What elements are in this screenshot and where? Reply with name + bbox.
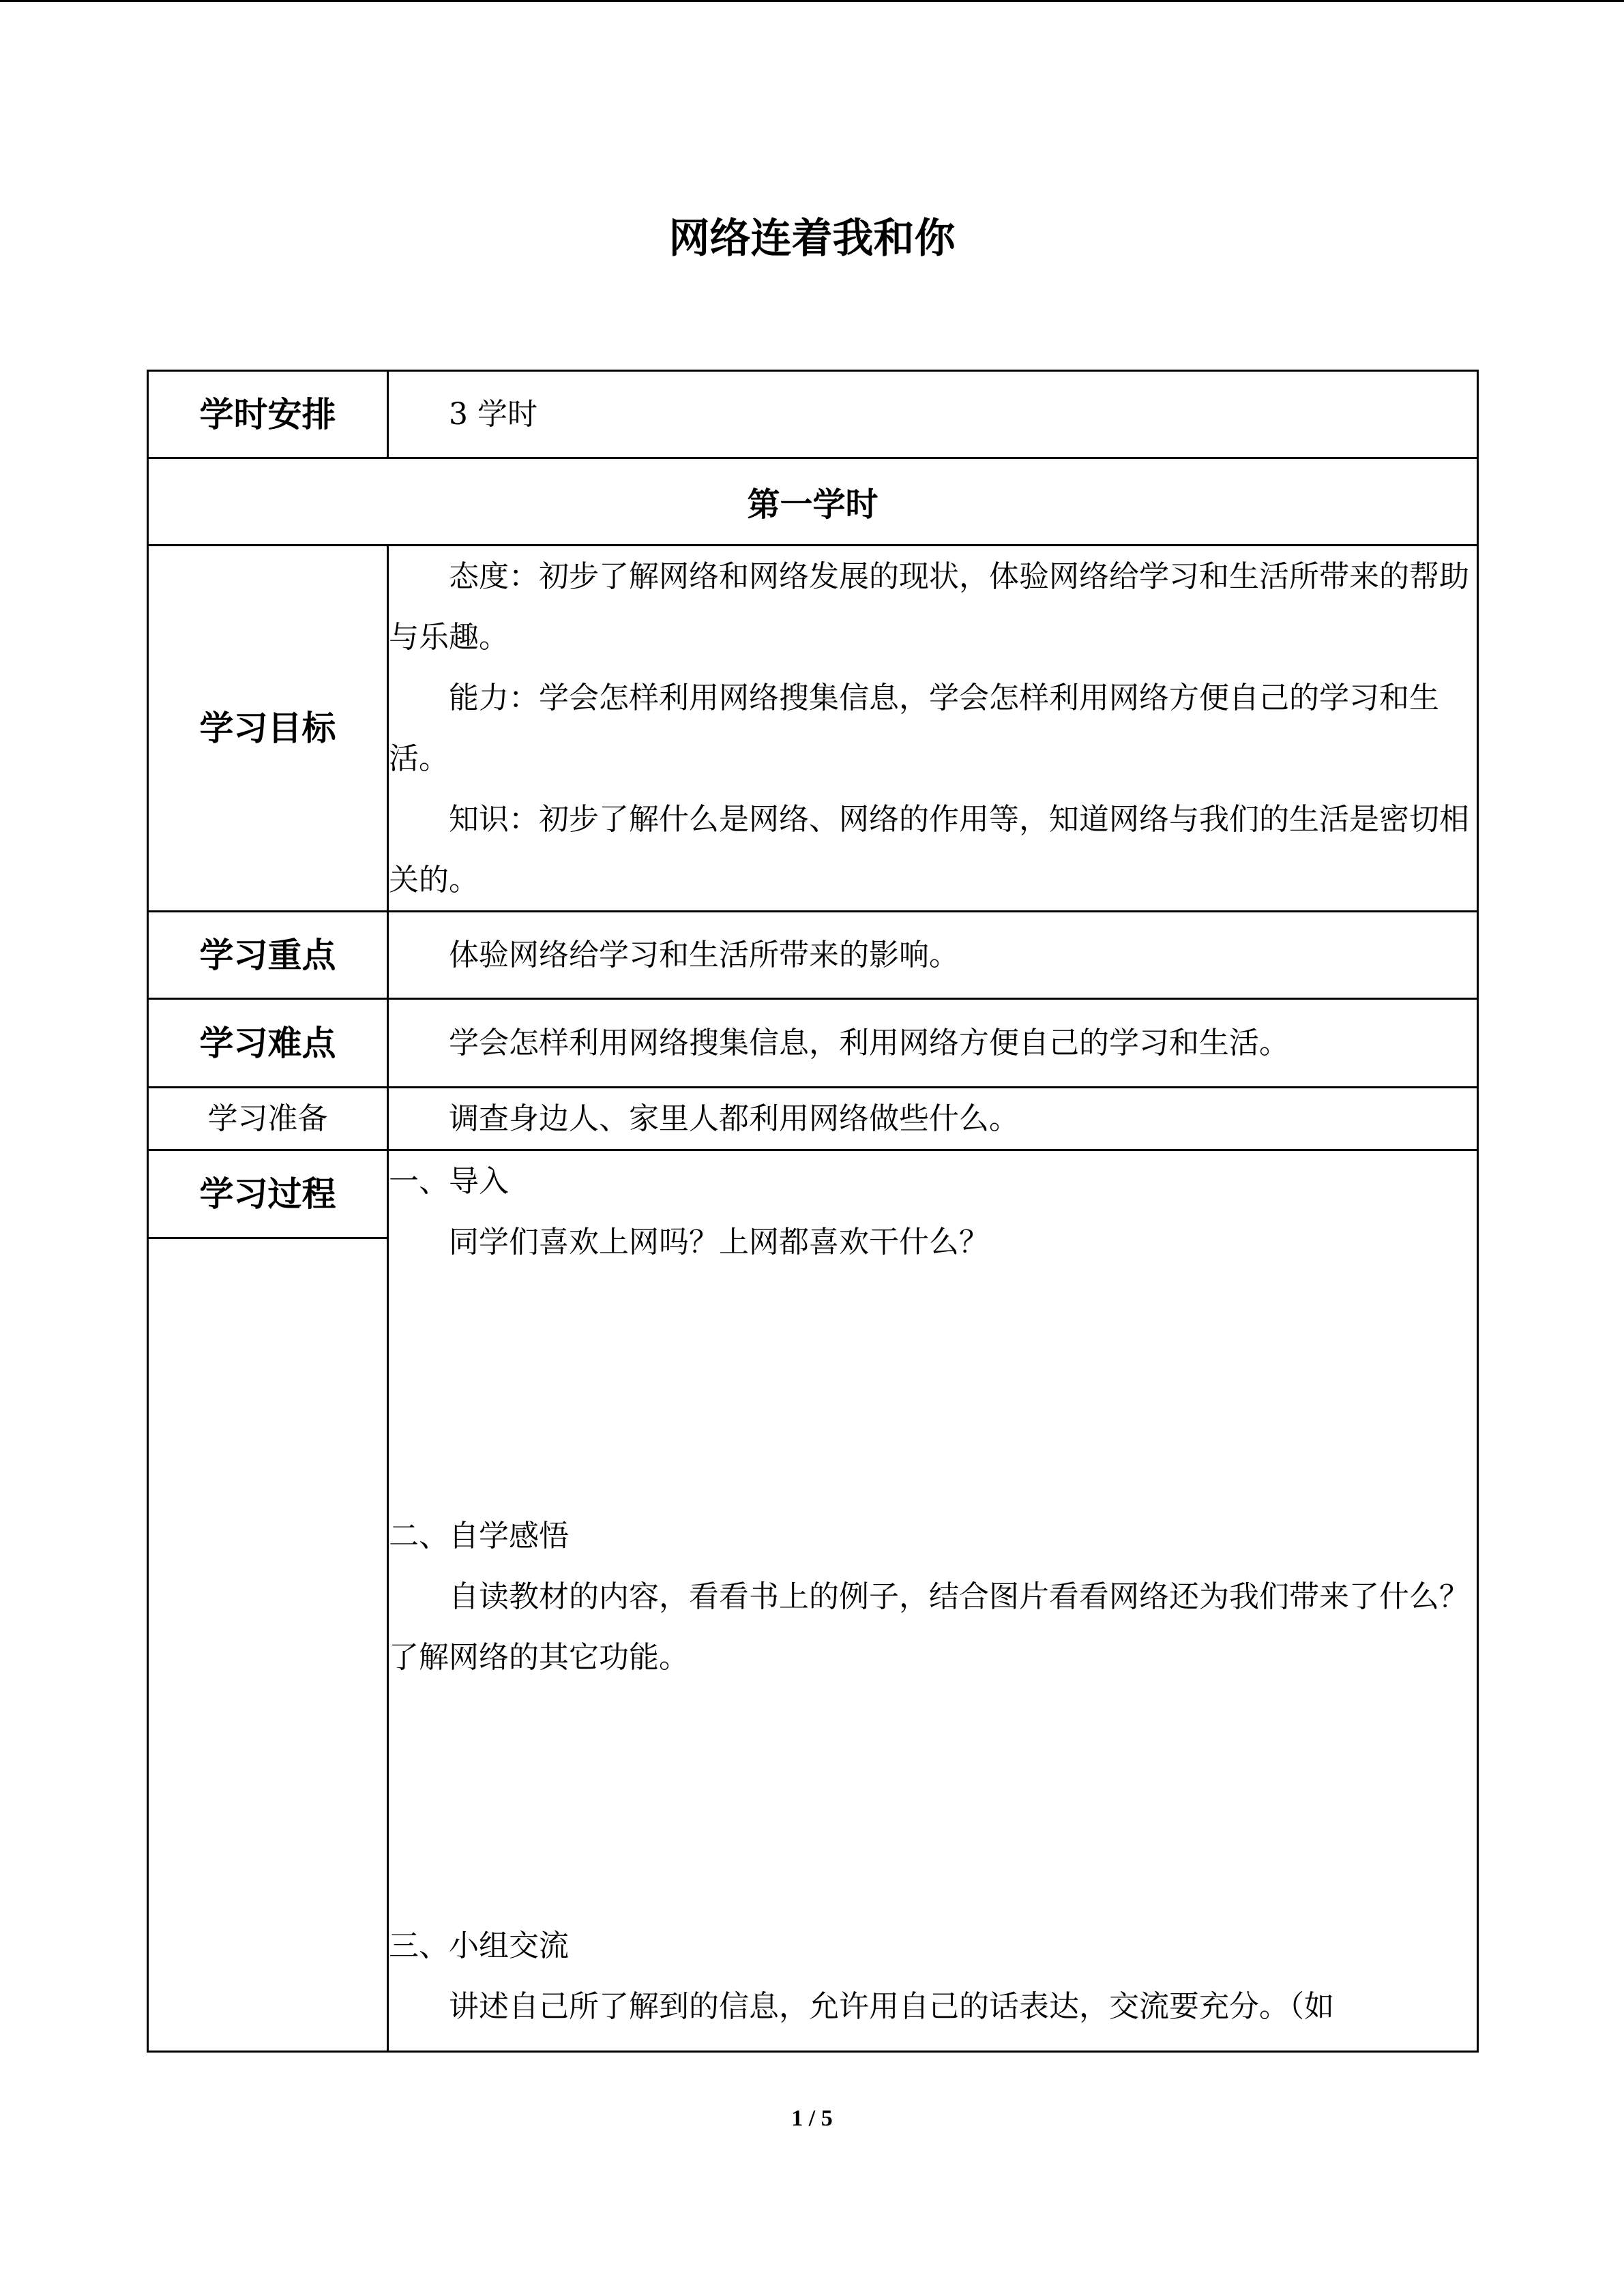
step-1-heading: 一、导入 <box>389 1164 509 1199</box>
objective-attitude: 态度：初步了解网络和网络发展的现状，体验网络给学习和生活所带来的帮助与乐趣。 <box>389 559 1469 655</box>
objective-knowledge: 知识：初步了解什么是网络、网络的作用等，知道网络与我们的生活是密切相关的。 <box>389 802 1469 897</box>
key-point-label: 学习重点 <box>148 912 388 999</box>
step-2-heading: 二、自学感悟 <box>389 1519 569 1553</box>
difficulty-row <box>148 999 1478 1088</box>
key-point-value: 体验网络给学习和生活所带来的影响。 <box>449 938 959 972</box>
page-number: 1 / 5 <box>791 2106 833 2131</box>
step-1-text: 同学们喜欢上网吗？上网都喜欢干什么？ <box>449 1225 989 1259</box>
document-title: 网络连着我和你 <box>668 215 956 263</box>
process-row <box>148 1150 1478 2052</box>
step-3-text: 讲述自己所了解到的信息，允许用自己的话表达，交流要充分。（如 <box>449 1989 1334 2024</box>
step-2-text: 自读教材的内容，看看书上的例子，结合图片看看网络还为我们带来了什么？了解网络的其它功能。 <box>389 1579 1469 1675</box>
process-content <box>388 1150 1478 2052</box>
section-title: 第一学时 <box>148 458 1478 546</box>
step-3-heading: 三、小组交流 <box>389 1928 569 1963</box>
process-label-cell <box>148 1150 388 2052</box>
objectives-label: 学习目标 <box>148 546 388 912</box>
answer-space <box>389 1688 1477 1915</box>
top-border <box>0 0 1624 2</box>
lesson-plan-table <box>147 370 1479 2053</box>
section-row <box>148 458 1478 546</box>
schedule-value-cell <box>388 371 1478 458</box>
key-point-row <box>148 912 1478 999</box>
difficulty-value: 学会怎样利用网络搜集信息，利用网络方便自己的学习和生活。 <box>449 1026 1289 1060</box>
process-label: 学习过程 <box>149 1151 387 1239</box>
key-point-cell <box>388 912 1478 999</box>
difficulty-cell <box>388 999 1478 1088</box>
objective-ability: 能力：学会怎样利用网络搜集信息，学会怎样利用网络方便自己的学习和生活。 <box>389 681 1439 776</box>
schedule-label: 学时安排 <box>148 371 388 458</box>
objectives-row <box>148 546 1478 912</box>
difficulty-label: 学习难点 <box>148 999 388 1088</box>
preparation-row <box>148 1088 1478 1150</box>
schedule-value: 3 学时 <box>449 397 537 432</box>
answer-space <box>389 1272 1477 1506</box>
objectives-content <box>388 546 1478 912</box>
schedule-row <box>148 371 1478 458</box>
preparation-cell <box>388 1088 1478 1150</box>
preparation-label: 学习准备 <box>148 1088 388 1150</box>
preparation-value: 调查身边人、家里人都利用网络做些什么。 <box>449 1101 1019 1136</box>
